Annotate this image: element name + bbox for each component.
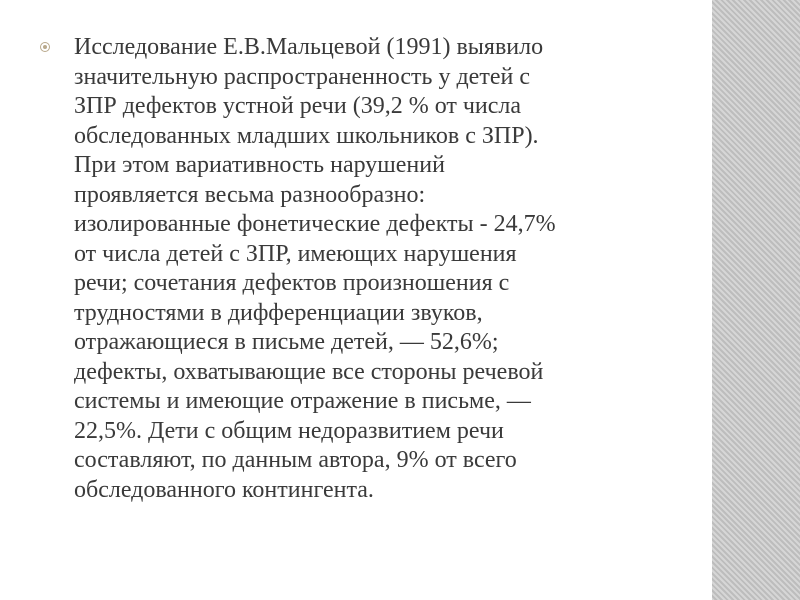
text-line: речи; сочетания дефектов произношения с	[74, 270, 510, 296]
text-line: обследованного контингента.	[74, 476, 374, 503]
text-line: трудностями в дифференциации звуков,	[74, 299, 483, 326]
text-line: от числа детей с ЗПР, имеющих нарушения	[74, 240, 517, 267]
text-line: Исследование Е.В.Мальцевой (1991) выявило	[74, 34, 544, 60]
slide-content	[40, 33, 680, 505]
text-line: дефекты, охватывающие все стороны речевой	[74, 358, 544, 385]
text-line: значительную распространенность у детей с	[74, 63, 530, 90]
bullet-text	[74, 33, 680, 505]
text-line: составляют, по данным автора, 9% от всего	[74, 447, 517, 473]
text-line: изолированные фонетические дефекты - 24,7%	[74, 211, 556, 237]
text-line: ЗПР дефектов устной речи (39,2 % от числа	[74, 93, 522, 119]
text-line: 22,5%. Дети с общим недоразвитием речи	[74, 417, 504, 444]
text-line: системы и имеющие отражение в письме, —	[74, 388, 531, 414]
text-line: отражающиеся в письме детей, — 52,6%;	[74, 329, 499, 355]
bullet-item	[40, 33, 680, 505]
text-line: При этом вариативность нарушений	[74, 152, 445, 178]
bullet-circle-icon	[40, 42, 50, 52]
decorative-side-band	[712, 0, 800, 600]
text-line: обследованных младших школьников с ЗПР).	[74, 122, 539, 149]
text-line: проявляется весьма разнообразно:	[74, 181, 426, 208]
